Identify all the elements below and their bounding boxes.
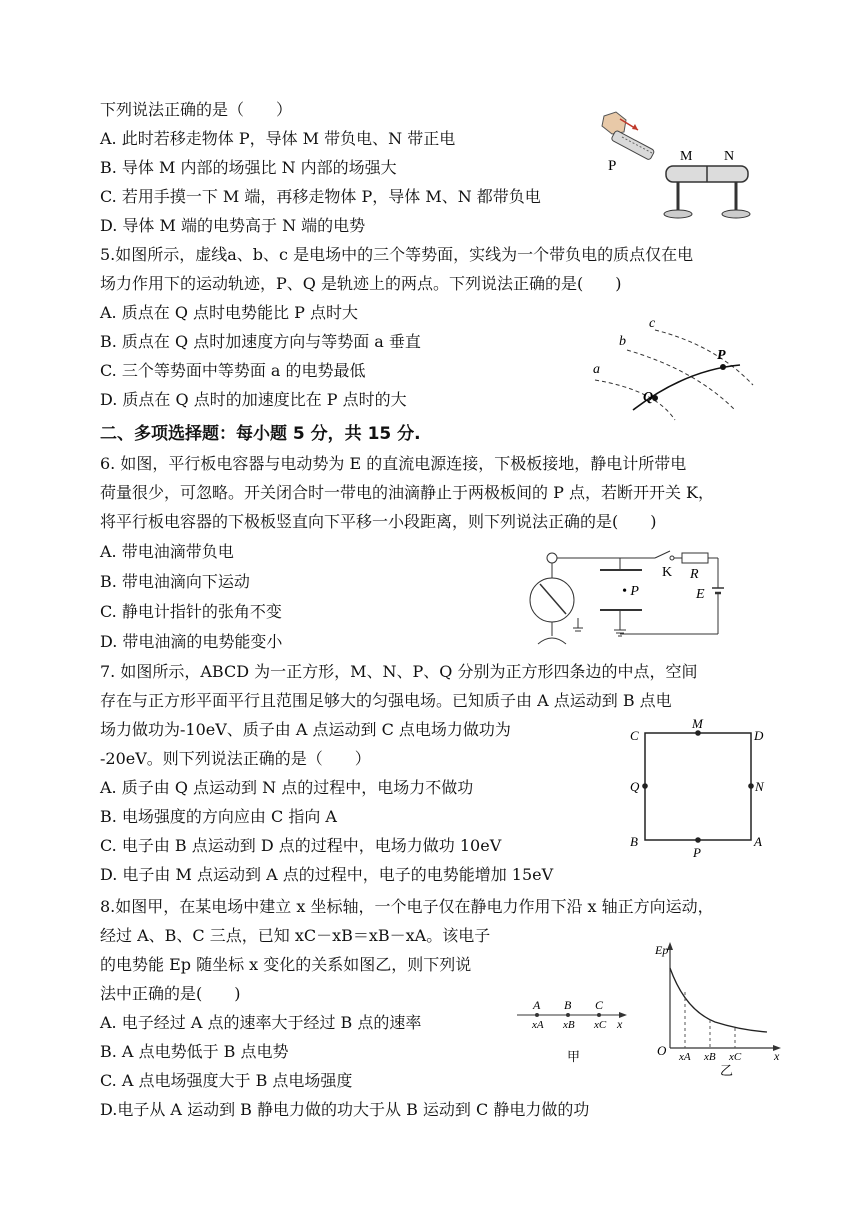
label-e: E (696, 587, 705, 602)
q8-stem-line4: 法中正确的是( ) (100, 984, 241, 1003)
q6-stem-line2: 荷量很少，可忽略。开关闭合时一带电的油滴静止于两极板间的 P 点，若断开开关 K， (100, 483, 714, 502)
label-p: P (608, 158, 617, 174)
q5-option-a[interactable]: A. 质点在 Q 点时电势能比 P 点时大 (100, 303, 358, 322)
q4-conductor-figure (590, 110, 790, 230)
label-p: P (717, 348, 726, 363)
q7-option-d[interactable]: D. 电子由 M 点运动到 A 点的过程中，电子的电势能增加 15eV (100, 865, 554, 884)
q7-option-a[interactable]: A. 质子由 Q 点运动到 N 点的过程中，电场力不做功 (100, 778, 474, 797)
label-d: D (754, 728, 764, 743)
q8-stem-line3: 的电势能 Ep 随坐标 x 变化的关系如图乙，则下列说 (100, 955, 472, 974)
label-xb: xB (704, 1051, 716, 1063)
q4-option-d[interactable]: D. 导体 M 端的电势高于 N 端的电势 (100, 216, 366, 235)
q8-option-b[interactable]: B. A 点电势低于 B 点电势 (100, 1042, 289, 1061)
charged-rod-in-hand (602, 112, 655, 160)
q6-option-a[interactable]: A. 带电油滴带负电 (100, 542, 234, 561)
q7-stem-line4: -20eV。则下列说法正确的是（ ） (100, 749, 371, 768)
q4-stem: 下列说法正确的是（ ） (100, 100, 293, 119)
label-xc: xC (729, 1051, 742, 1063)
q7-stem-line3: 场力做功为-10eV、质子由 A 点运动到 C 点电场力做功为 (100, 720, 511, 739)
q5-option-d[interactable]: D. 质点在 Q 点时的加速度比在 P 点时的大 (100, 390, 407, 409)
q6-option-b[interactable]: B. 带电油滴向下运动 (100, 572, 250, 591)
q7-square-figure (625, 718, 770, 863)
q5-stem-line2: 场力作用下的运动轨迹，P、Q 是轨迹上的两点。下列说法正确的是( ) (100, 274, 622, 293)
q8-stem-line2: 经过 A、B、C 三点，已知 xC－xB＝xB－xA。该电子 (100, 926, 491, 945)
label-q: Q (630, 779, 640, 794)
label-n: N (724, 149, 735, 164)
q6-stem-line3: 将平行板电容器的下极板竖直向下平移一小段距离，则下列说法正确的是( ) (100, 512, 657, 531)
label-r: R (690, 567, 699, 582)
q7-stem-line1: 7. 如图所示，ABCD 为一正方形，M、N、P、Q 分别为正方形四条边的中点，空间 (100, 662, 698, 681)
label-c: c (649, 316, 656, 331)
label-c: C (630, 728, 639, 743)
q6-capacitor-circuit-figure (530, 548, 725, 656)
label-m: M (692, 716, 703, 731)
conductor-mn (664, 166, 750, 218)
label-n: N (755, 779, 764, 794)
q5-option-b[interactable]: B. 质点在 Q 点时加速度方向与等势面 a 垂直 (100, 332, 421, 351)
q6-option-c[interactable]: C. 静电计指针的张角不变 (100, 602, 282, 621)
label-k: K (662, 565, 673, 580)
q4-option-b[interactable]: B. 导体 M 内部的场强比 N 内部的场强大 (100, 158, 397, 177)
label-a: a (593, 362, 600, 377)
label-m: M (680, 149, 693, 164)
label-b: b (619, 334, 626, 349)
q8-figure-jia (515, 995, 630, 1070)
q7-option-c[interactable]: C. 电子由 B 点运动到 D 点的过程中，电场力做功 10eV (100, 836, 502, 855)
q8-figure-yi (655, 940, 785, 1078)
caption-yi: 乙 (720, 1063, 734, 1078)
label-x: x (617, 1017, 623, 1031)
label-b: B (630, 834, 638, 849)
label-xa: xA (679, 1051, 691, 1063)
q7-stem-line2: 存在与正方形平面平行且范围足够大的匀强电场。已知质子由 A 点运动到 B 点电 (100, 691, 672, 710)
label-p: P (693, 845, 701, 860)
q6-stem-line1: 6. 如图，平行板电容器与电动势为 E 的直流电源连接，下极板接地，静电计所带电 (100, 454, 687, 473)
q4-option-a[interactable]: A. 此时若移走物体 P，导体 M 带负电、N 带正电 (100, 129, 456, 148)
q4-option-c[interactable]: C. 若用手摸一下 M 端，再移走物体 P，导体 M、N 都带负电 (100, 187, 541, 206)
q5-equipotential-figure (585, 315, 755, 420)
label-ep: Ep (655, 943, 669, 957)
q8-option-c[interactable]: C. A 点电场强度大于 B 点电场强度 (100, 1071, 353, 1090)
caption-jia: 甲 (567, 1049, 581, 1064)
q5-stem-line1: 5.如图所示，虚线a、b、c 是电场中的三个等势面，实线为一个带负电的质点仅在电 (100, 245, 694, 264)
q8-option-a[interactable]: A. 电子经过 A 点的速率大于经过 B 点的速率 (100, 1013, 422, 1032)
q6-option-d[interactable]: D. 带电油滴的电势能变小 (100, 632, 283, 651)
q8-stem-line1: 8.如图甲，在某电场中建立 x 坐标轴，一个电子仅在静电力作用下沿 x 轴正方向运动， (100, 897, 714, 916)
label-a: A (754, 834, 762, 849)
label-xb: xB (563, 1019, 575, 1031)
label-c: C (595, 998, 604, 1012)
q5-option-c[interactable]: C. 三个等势面中等势面 a 的电势最低 (100, 361, 366, 380)
label-b: B (564, 998, 572, 1012)
label-q: Q (643, 390, 654, 405)
label-p: • P (622, 584, 639, 599)
label-a: A (533, 998, 541, 1012)
label-o: O (657, 1043, 667, 1058)
q7-option-b[interactable]: B. 电场强度的方向应由 C 指向 A (100, 807, 337, 826)
label-xc: xC (594, 1019, 607, 1031)
electrometer (530, 553, 574, 644)
q8-option-d[interactable]: D.电子从 A 运动到 B 静电力做的功大于从 B 运动到 C 静电力做的功 (100, 1100, 590, 1119)
label-xa: xA (532, 1019, 544, 1031)
label-x: x (774, 1049, 780, 1063)
square-abcd (645, 733, 751, 840)
section-heading: 二、多项选择题：每小题 5 分，共 15 分. (100, 424, 421, 444)
